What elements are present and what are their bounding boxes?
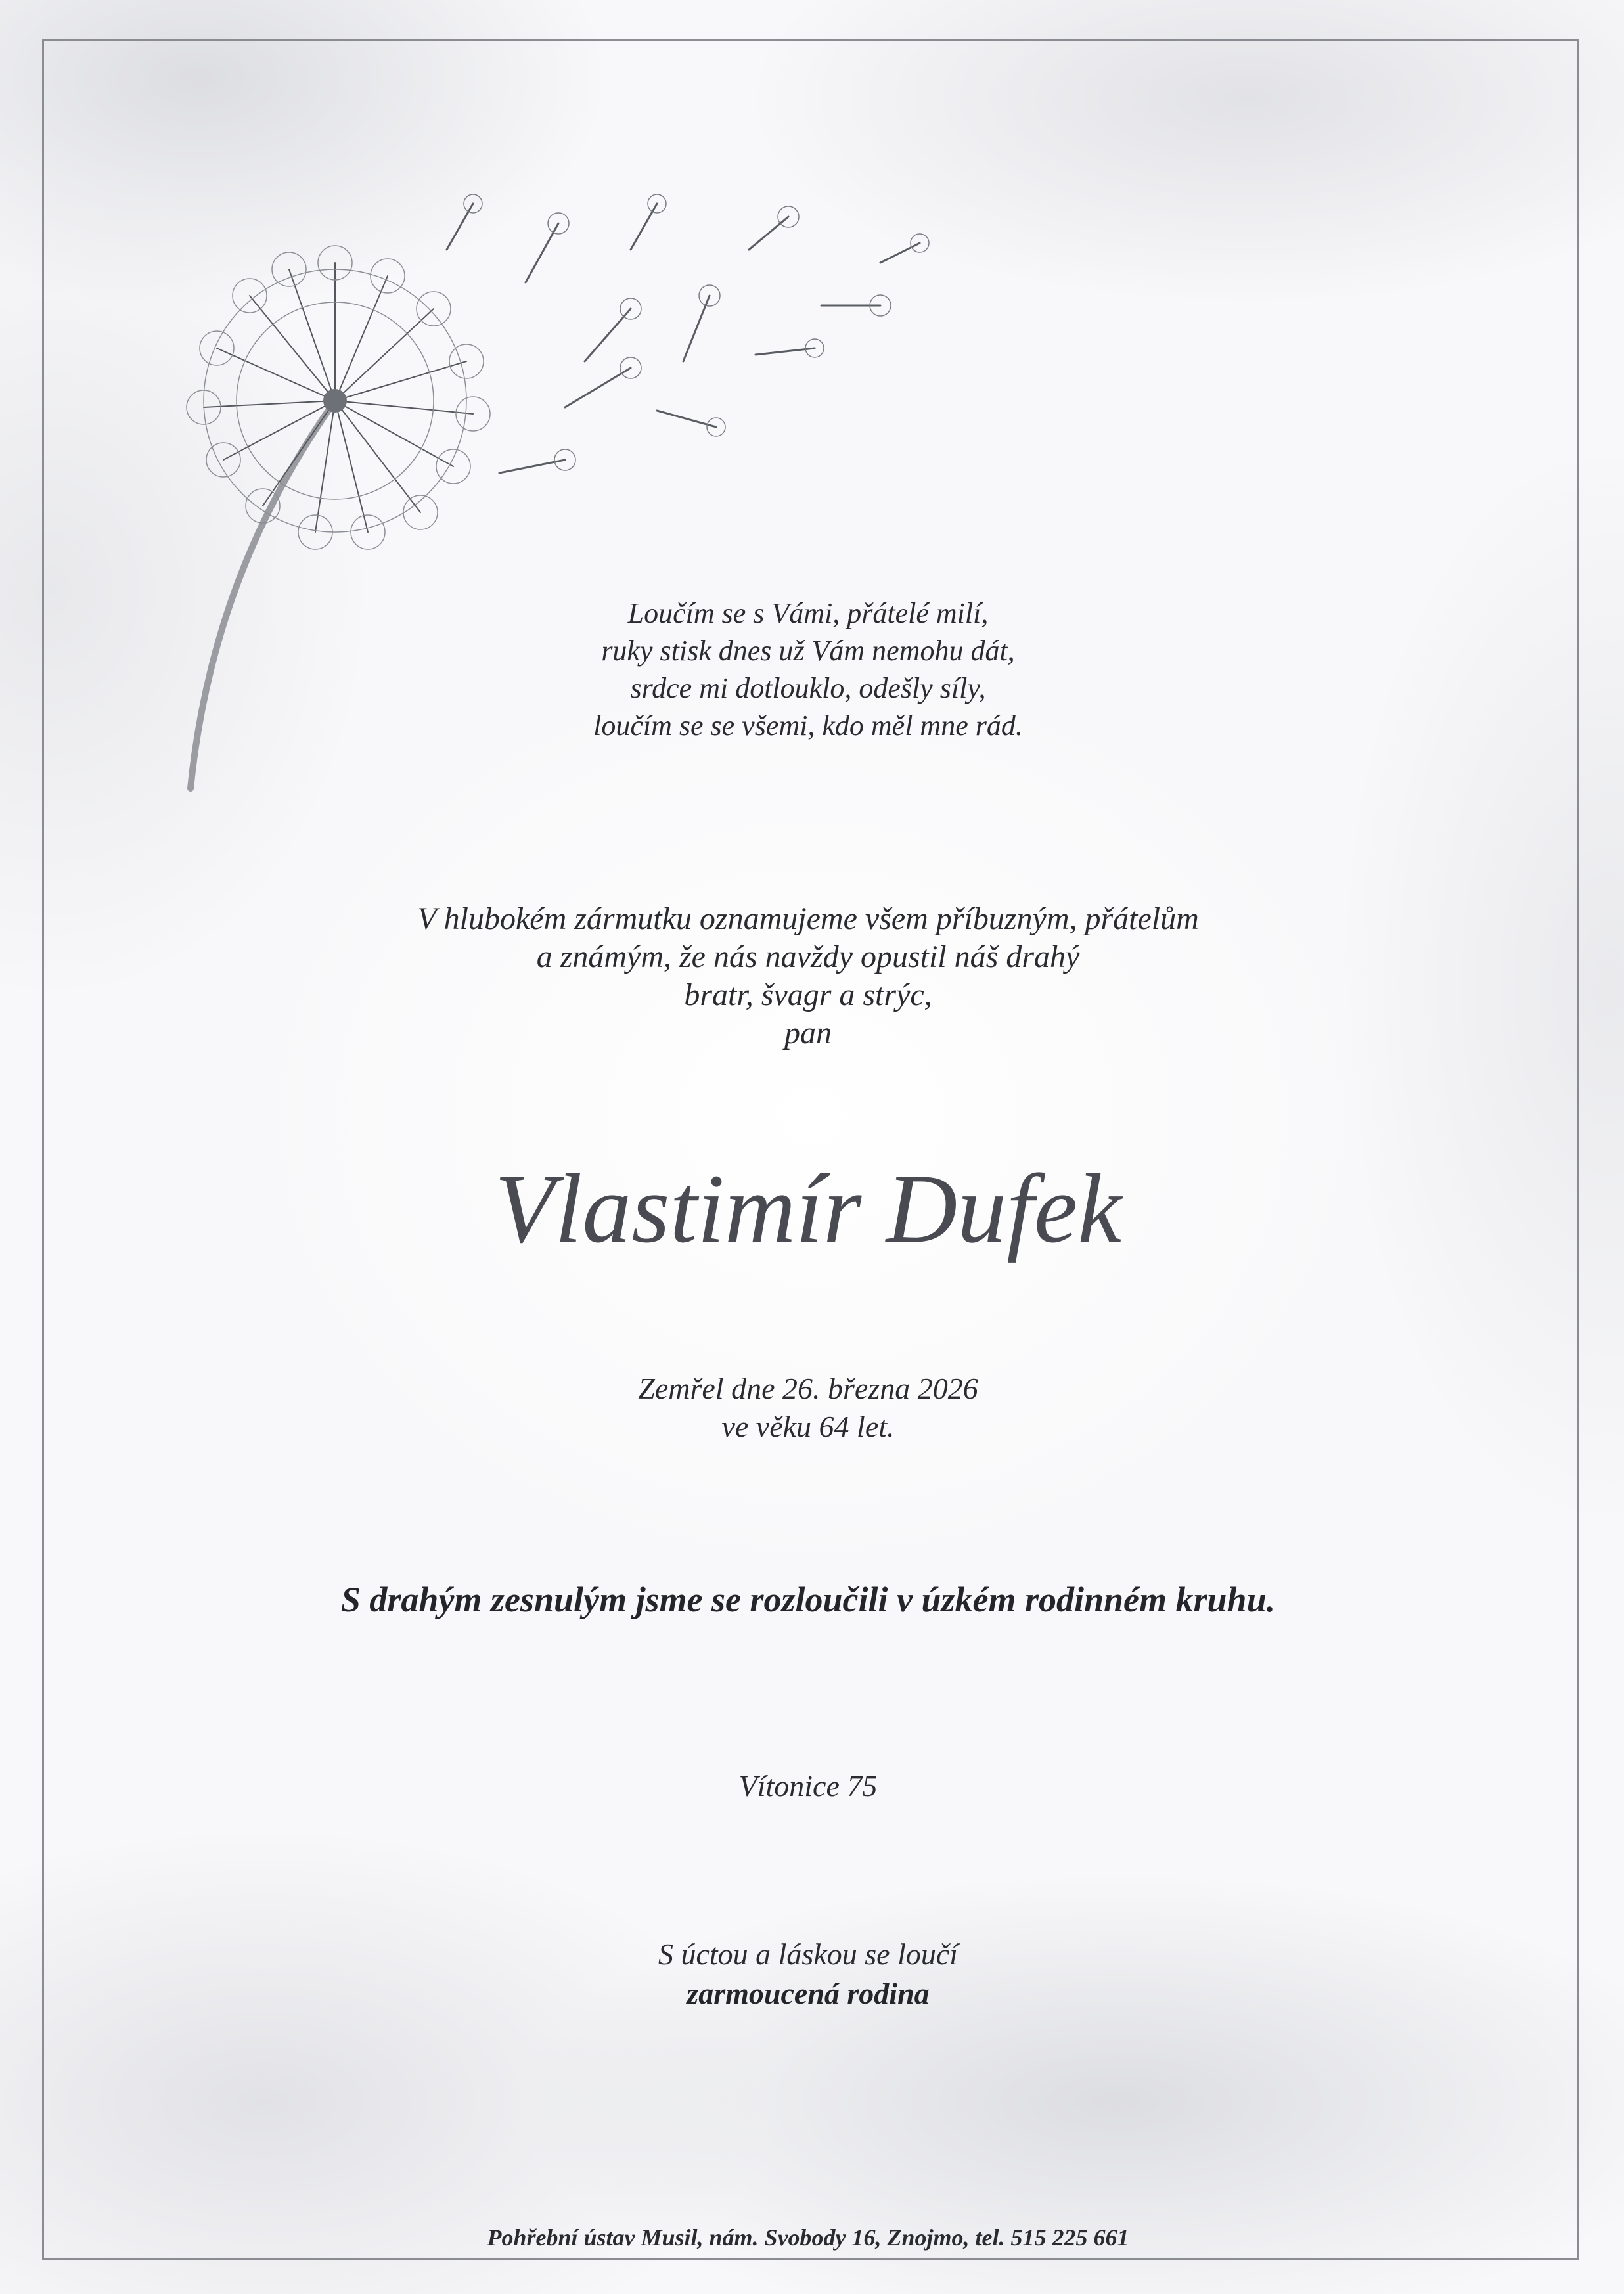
poem-line: loučím se se všemi, kdo měl mne rád. [593,709,1023,742]
signoff [460,1935,1156,2013]
death-date: Zemřel dne 26. března 2026 [638,1372,978,1405]
announcement-line: pan [784,1016,832,1050]
announcement-line: V hlubokém zármutku oznamujeme všem příbuzným, přátelům [417,901,1199,936]
age-line: ve věku 64 let. [721,1410,895,1443]
announcement [250,900,1366,1052]
signoff-family: zarmoucená rodina [687,1977,930,2010]
farewell-statement: S drahým zesnulým jsme se rozloučili v úzkém rodinném kruhu. [340,1580,1276,1619]
poem-line: ruky stisk dnes už Vám nemohu dát, [601,635,1015,667]
announcement-line: a známým, že nás navždy opustil náš drahý [536,939,1080,974]
death-info [460,1370,1156,1446]
announcement-line: bratr, švagr a strýc, [684,978,932,1012]
deceased-name: Vlastimír Dufek [494,1154,1122,1263]
poem-line: srdce mi dotlouklo, odešly síly, [630,672,986,704]
funeral-home-footer: Pohřební ústav Musil, nám. Svobody 16, Znojmo, tel. 515 225 661 [487,2224,1129,2251]
poem [460,595,1156,744]
poem-line: Loučím se s Vámi, přátelé milí, [627,597,989,629]
signoff-line: S úctou a láskou se loučí [658,1937,959,1971]
address: Vítonice 75 [738,1769,878,1803]
